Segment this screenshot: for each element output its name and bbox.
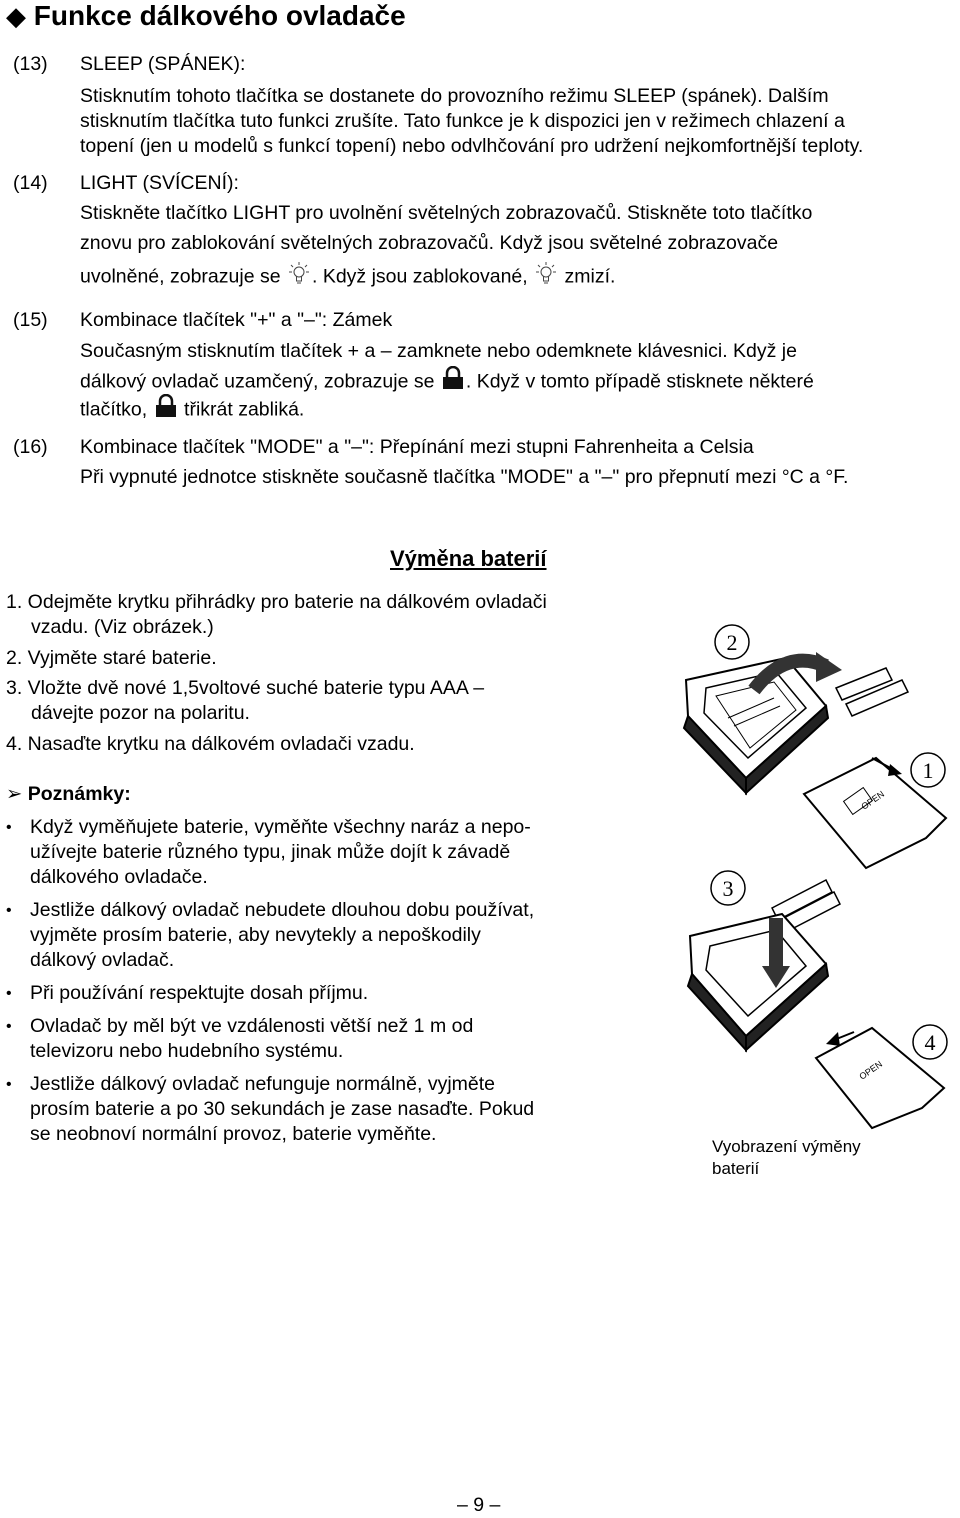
item-15-title: Kombinace tlačítek "+" a "–": Zámek: [80, 309, 393, 331]
item-15-text-d: třikrát zabliká.: [184, 398, 305, 421]
note-line: Když vyměňujete baterie, vyměňte všechny naráz a nepo-: [30, 816, 531, 838]
item-14-title: LIGHT (SVÍCENÍ):: [80, 172, 239, 194]
item-16-number: (16): [13, 436, 48, 458]
step-number-label: 3: [722, 876, 734, 901]
step-line: 3. Vložte dvě nové 1,5voltové suché baterie typu AAA –: [6, 677, 485, 699]
item-15-text-c: tlačítko,: [80, 398, 148, 421]
battery-section-title: Výměna baterií: [390, 546, 547, 571]
note-line: Ovladač by měl být ve vzdálenosti větší než 1 m od: [30, 1015, 474, 1037]
item-15-number: (15): [13, 309, 48, 331]
light-bulb-icon: [533, 260, 559, 295]
item-15-text-a: dálkový ovladač uzamčený, zobrazuje se: [80, 370, 435, 393]
aaa-battery-illustration: [836, 668, 908, 716]
open-label: OPEN: [859, 788, 887, 812]
bullet-icon: •: [6, 1018, 12, 1035]
item-14-text-b: . Když jsou zablokované,: [311, 265, 528, 288]
note-line: dálkového ovladače.: [30, 866, 208, 888]
heading-text: Funkce dálkového ovladače: [33, 0, 406, 31]
item-13-line: stisknutím tlačítka tuto funkci zrušíte. Tato funkce je k dispozici jen v režimech chlazení a: [80, 110, 845, 132]
bullet-icon: •: [6, 902, 12, 919]
note-line: Jestliže dálkový ovladač nefunguje normálně, vyjměte: [30, 1073, 496, 1095]
item-14-line: znovu pro zablokování světelných zobrazovačů. Když jsou světelné zobrazovače: [80, 232, 779, 254]
note-line: vyjměte prosím baterie, aby nevytekly a nepoškodily: [30, 924, 481, 946]
item-16-title: Kombinace tlačítek "MODE" a "–": Přepínání mezi stupni Fahrenheita a Celsia: [80, 436, 754, 458]
arrowhead-icon: ➢: [6, 783, 23, 805]
caption-line: baterií: [712, 1159, 760, 1178]
notes-title: Poznámky:: [27, 783, 131, 805]
arrowhead-icon: [826, 1032, 840, 1046]
battery-step: 4. Nasaďte krytku na dálkovém ovladači vzadu.: [6, 733, 415, 755]
bullet-icon: •: [6, 819, 12, 836]
lock-icon: [440, 366, 466, 399]
step-line: vzadu. (Viz obrázek.): [31, 616, 214, 638]
item-13-number: (13): [13, 53, 48, 75]
item-15-text-b: . Když v tomto případě stisknete některé: [465, 370, 814, 393]
note-item: [4, 1072, 624, 1147]
note-item: [4, 1014, 624, 1064]
note-item: [4, 898, 624, 973]
step-number-label: 1: [922, 758, 934, 783]
note-item: [4, 815, 624, 890]
bullet-icon: •: [6, 1076, 12, 1093]
step-number-label: 4: [924, 1030, 936, 1055]
note-line: dálkový ovladač.: [30, 949, 175, 971]
diamond-icon: ◆: [6, 1, 26, 31]
item-14-text-c: zmizí.: [564, 265, 616, 288]
note-line: Při používání respektujte dosah příjmu.: [30, 982, 369, 1004]
note-item: [4, 981, 624, 1006]
battery-replacement-figure: [676, 618, 960, 1138]
page-heading: [6, 0, 406, 32]
arrowhead-icon: [888, 764, 902, 776]
item-13-title: SLEEP (SPÁNEK):: [80, 53, 246, 75]
arrowhead-icon: [816, 652, 842, 682]
step-line: dávejte pozor na polaritu.: [31, 702, 250, 724]
item-13-line: topení (jen u modelů s funkcí topení) nebo odvlhčování pro udržení nejkomfortnější teploty.: [80, 135, 864, 157]
note-line: televizoru nebo hudebního systému.: [30, 1040, 344, 1062]
item-13-line: Stisknutím tohoto tlačítka se dostanete do provozního režimu SLEEP (spánek). Dalším: [80, 85, 829, 107]
bullet-icon: •: [6, 985, 12, 1002]
item-15-line3: [80, 394, 304, 427]
item-14-last-line: [80, 260, 615, 295]
step-line: 1. Odejměte krytku přihrádky pro baterie na dálkovém ovladači: [6, 591, 547, 613]
step-number-label: 2: [726, 630, 738, 655]
item-14-number: (14): [13, 172, 48, 194]
remote-tray-illustration: [688, 914, 828, 1050]
open-label: OPEN: [857, 1058, 885, 1082]
notes-heading: [6, 782, 131, 807]
battery-step: 2. Vyjměte staré baterie.: [6, 647, 217, 669]
battery-step: [6, 590, 547, 640]
item-14-text-a: uvolněné, zobrazuje se: [80, 265, 281, 288]
note-line: se neobnoví normální provoz, baterie vyměňte.: [30, 1123, 437, 1145]
note-line: prosím baterie a po 30 sekundách je zase nasaďte. Pokud: [30, 1098, 535, 1120]
figure-caption: [712, 1136, 861, 1180]
item-14-line: Stiskněte tlačítko LIGHT pro uvolnění světelných zobrazovačů. Stiskněte toto tlačítko: [80, 202, 813, 224]
lock-icon: [153, 394, 179, 427]
page-number: – 9 –: [457, 1494, 501, 1516]
light-bulb-icon: [286, 260, 312, 295]
item-15-line: Současným stisknutím tlačítek + a – zamknete nebo odemknete klávesnici. Když je: [80, 340, 797, 362]
note-line: užívejte baterie různého typu, jinak může dojít k závadě: [30, 841, 511, 863]
note-line: Jestliže dálkový ovladač nebudete dlouhou dobu používat,: [30, 899, 535, 921]
battery-step: [6, 676, 484, 726]
item-16-line: Při vypnuté jednotce stiskněte současně tlačítka "MODE" a "–" pro přepnutí mezi °C a °F.: [80, 466, 849, 488]
caption-line: Vyobrazení výměny: [712, 1137, 861, 1156]
